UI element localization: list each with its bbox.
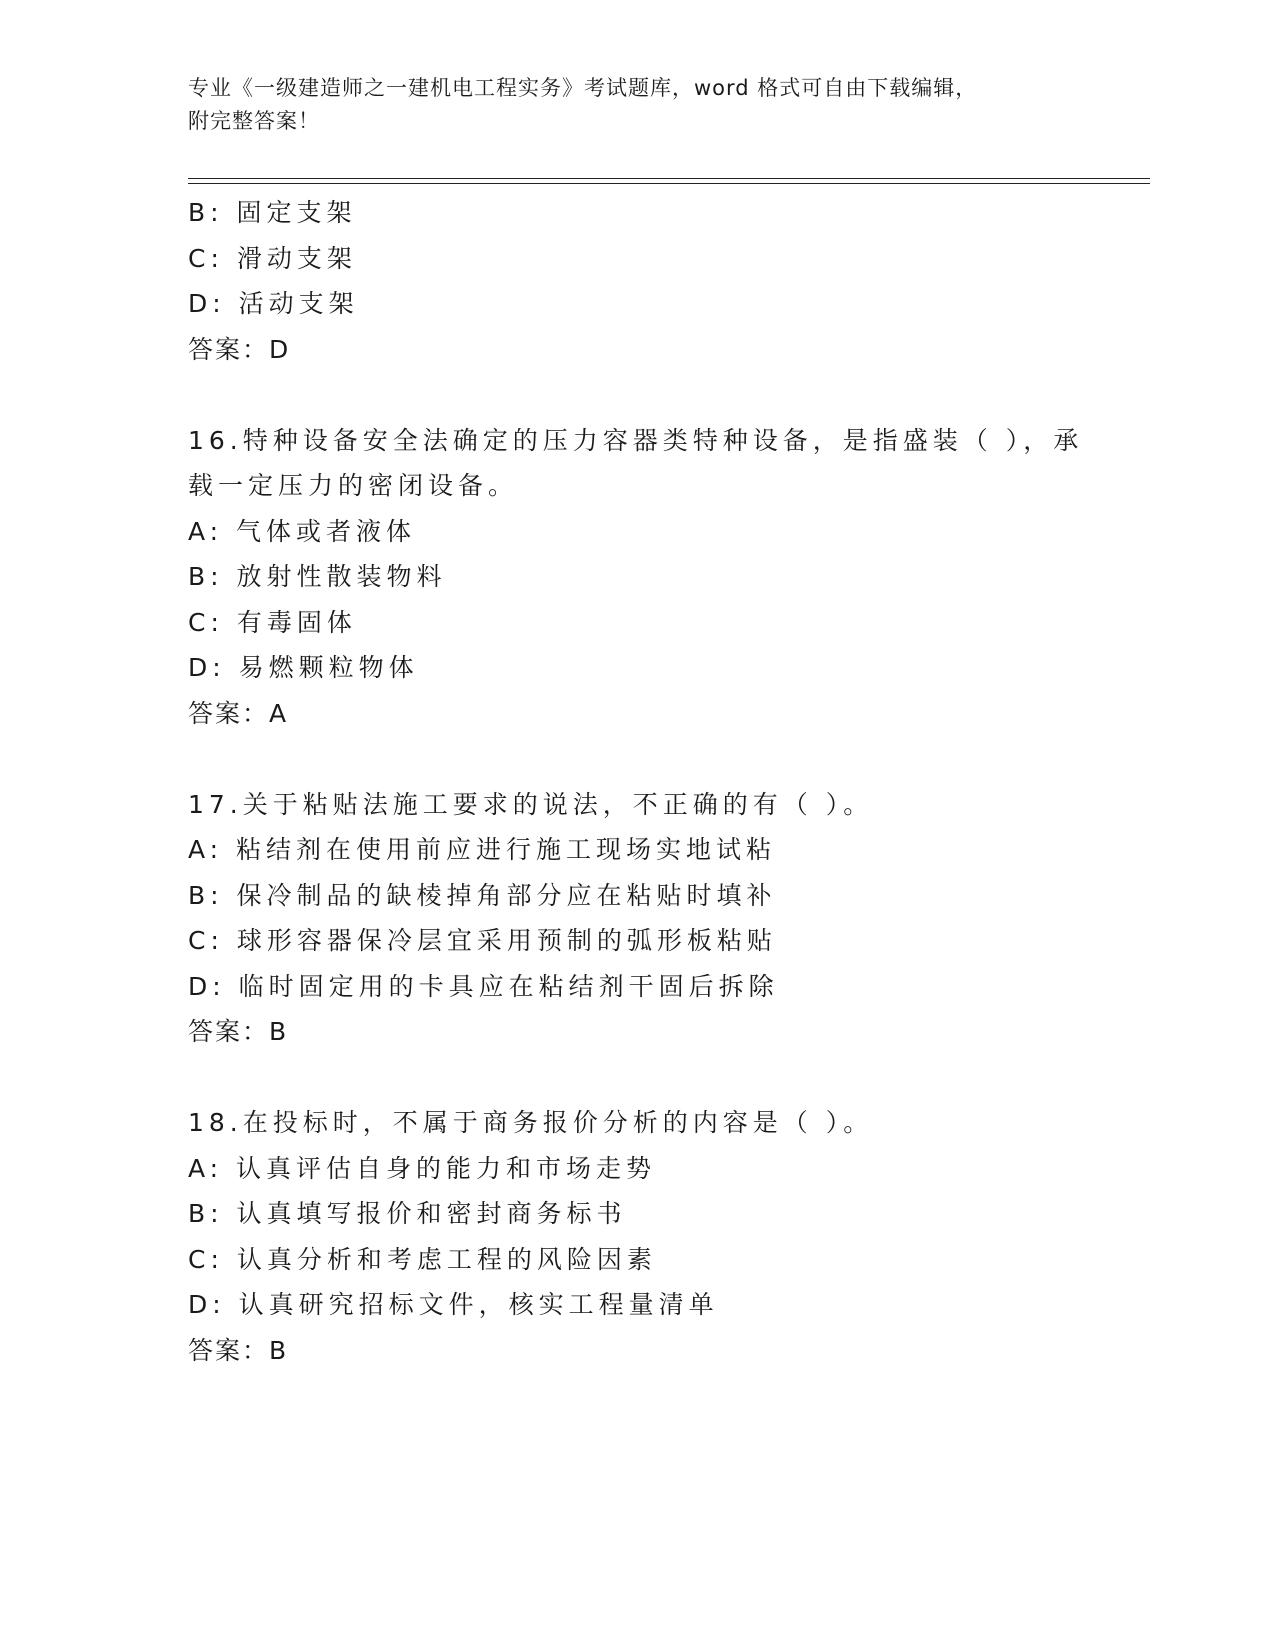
carryover-question xyxy=(188,190,1088,372)
header-line-1: 专业《一级建造师之一建机电工程实务》考试题库，word 格式可自由下载编辑， xyxy=(188,76,978,100)
option-a: A: 认真评估自身的能力和市场走势 xyxy=(188,1153,657,1183)
answer-line: 答案：A xyxy=(188,698,289,728)
option-d: D: 易燃颗粒物体 xyxy=(188,653,419,682)
question-17 xyxy=(188,782,1088,1055)
answer-line: 答案：B xyxy=(188,1017,289,1046)
question-list xyxy=(188,190,1088,1373)
option-d: D: 认真研究招标文件，核实工程量清单 xyxy=(188,1290,719,1319)
option-b: B: 放射性散装物料 xyxy=(188,562,447,591)
header-divider-bottom xyxy=(188,183,1150,184)
question-stem: 17.关于粘贴法施工要求的说法，不正确的有（ ）。 xyxy=(188,789,874,819)
question-stem: 18.在投标时，不属于商务报价分析的内容是（ ）。 xyxy=(188,1108,874,1137)
option-a: A: 粘结剂在使用前应进行施工现场实地试粘 xyxy=(188,835,777,864)
answer-line: 答案：B xyxy=(188,1335,289,1365)
question-stem: 16.特种设备安全法确定的压力容器类特种设备，是指盛装（ ），承 xyxy=(188,425,1084,455)
option-c: C: 认真分析和考虑工程的风险因素 xyxy=(188,1244,657,1274)
option-b: B: 保冷制品的缺棱掉角部分应在粘贴时填补 xyxy=(188,880,777,910)
question-stem-continued: 载一定压力的密闭设备。 xyxy=(188,471,519,500)
option-d: D: 临时固定用的卡具应在粘结剂干固后拆除 xyxy=(188,971,779,1001)
option-b: B: 固定支架 xyxy=(188,198,357,227)
option-c: C: 有毒固体 xyxy=(188,607,357,637)
document-header xyxy=(188,72,1088,138)
question-16 xyxy=(188,418,1088,737)
option-d: D: 活动支架 xyxy=(188,289,359,318)
option-b: B: 认真填写报价和密封商务标书 xyxy=(188,1199,627,1228)
option-a: A: 气体或者液体 xyxy=(188,516,417,546)
header-line-2: 附完整答案！ xyxy=(188,109,320,133)
answer-line: 答案：D xyxy=(188,334,291,364)
option-c: C: 滑动支架 xyxy=(188,243,357,273)
header-divider-top xyxy=(188,178,1150,179)
option-c: C: 球形容器保冷层宜采用预制的弧形板粘贴 xyxy=(188,926,777,955)
question-18 xyxy=(188,1100,1088,1373)
